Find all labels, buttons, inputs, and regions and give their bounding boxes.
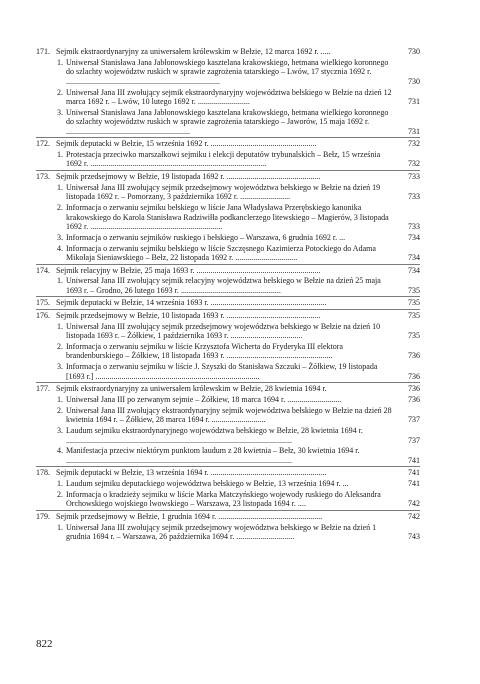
- toc-subentry: [36, 182, 420, 202]
- entry-title: Sejmik przedsejmowy w Bełzie, 10 listopada 1693 r. ...............................................: [56, 310, 321, 320]
- subentry-number: 1.: [57, 276, 63, 286]
- entry-page-number: 734: [408, 232, 420, 242]
- entry-page-number: 737: [408, 415, 420, 425]
- subentry-title: Uniwersał Jana III zwołujący ekstraordynaryjny sejmik województwa bełskiego w Bełzie na dzień 28 kwietnia 1694 r. – Żółkiew, 28 marca 1694 r. ...........................: [66, 405, 392, 425]
- toc-entry: [36, 264, 420, 276]
- subentry-title: Uniwersał Stanisława Jana Jabłonowskiego kasztelana krakowskiego, hetmana wielkiego koronnego do szlachty województw ruskich w sprawie zagrożenia tatarskiego – Jaworów, 15 maja 1692 r. ..............................................................: [66, 107, 389, 136]
- toc-subentry: [36, 490, 420, 510]
- subentry-title: Informacja o zerwaniu sejmików ruskiego i bełskiego – Warszawa, 6 grudnia 1692 r. ...: [66, 232, 346, 242]
- entry-page-number: 734: [408, 253, 420, 263]
- entry-page-number: 735: [408, 298, 420, 308]
- entry-page-number: 731: [408, 97, 420, 107]
- subentry-title: Uniwersał Jana III zwołujący sejmik przedsejmowy województwa bełskiego w Bełzie na dzień 10 listopada 1693 r. – Żółkiew, 1 października 1693 r. ....................................: [66, 321, 381, 340]
- entry-page-number: 732: [408, 139, 420, 149]
- toc-subentry: [36, 203, 420, 233]
- toc-subentry: [36, 321, 420, 341]
- entry-number: 173.: [36, 171, 50, 181]
- entry-title: Sejmik deputacki w Bełzie, 14 września 1693 r. ..........................................................: [56, 298, 327, 308]
- toc-entry: [36, 46, 420, 57]
- entry-number: 179.: [36, 511, 50, 521]
- toc-subentry: [36, 446, 420, 466]
- entry-page-number: 741: [408, 479, 420, 489]
- subentry-number: 1.: [57, 394, 63, 404]
- toc-subentry: [36, 426, 420, 446]
- entry-page-number: 736: [408, 371, 420, 381]
- entry-page-number: 735: [408, 285, 420, 295]
- subentry-title: Uniwersał Stanisława Jana Jabłonowskiego kasztelana krakowskiego, hetmana wielkiego koronnego do szlachty województw ruskich w sprawie zagrożenia tatarskiego – Lwów, 17 stycznia 1692 r. .............................................................................: [66, 57, 389, 86]
- subentry-number: 2.: [57, 203, 63, 213]
- subentry-title: Informacja o zerwaniu sejmiku bełskiego w liście Jana Władysława Przerębskiego kanonika krakowskiego do Karola Stanisława Radziwiłła podkanclerzego litewskiego – Magierów, 3 listopada 1692 r. ..................................................................: [66, 203, 389, 231]
- subentry-title: Uniwersał Jana III zwołujący sejmik ekstraordynaryjny województwa bełskiego w Bełzie na dzień 12 marca 1692 r. – Lwów, 10 lutego 1692 r. ..........................: [66, 87, 392, 107]
- toc-subentry: [36, 362, 420, 382]
- entry-page-number: 743: [408, 532, 420, 542]
- entry-title: Sejmik relacyjny w Bełzie, 25 maja 1693 r. ..............................................................: [56, 265, 321, 275]
- entry-number: 172.: [36, 139, 50, 149]
- entry-page-number: 735: [408, 330, 420, 340]
- toc-entry: [36, 382, 420, 394]
- subentry-title: Informacja o zerwaniu sejmiku bełskiego w liście Szczęsnego Kazimierza Potockiego do Adama Mikołaja Sieniawskiego – Bełz, 22 listopada 1692 r. ...............................: [66, 243, 376, 263]
- entry-page-number: 737: [408, 435, 420, 445]
- subentry-number: 2.: [57, 490, 63, 500]
- toc-subentry: [36, 394, 420, 405]
- toc-subentry: [36, 232, 420, 243]
- entry-page-number: 733: [408, 221, 420, 231]
- entry-page-number: 734: [408, 265, 420, 275]
- subentry-title: Manifestacja przeciw niektórym punktom laudum z 28 kwietnia – Bełz, 30 kwietnia 1694 r. .................................................................................................................: [66, 446, 360, 465]
- subentry-title: Uniwersał Jana III zwołujący sejmik przedsejmowy województwa bełskiego w Bełzie na dzień 1 grudnia 1694 r. – Warszawa, 26 października 1694 r. .............................: [66, 522, 377, 542]
- entry-number: 177.: [36, 384, 50, 393]
- entry-number: 178.: [36, 468, 50, 478]
- subentry-number: 1.: [57, 182, 63, 192]
- entry-title: Sejmik deputacki w Bełzie, 15 września 1692 r. .....................................................: [56, 139, 317, 149]
- subentry-number: 2.: [57, 341, 63, 351]
- subentry-number: 4.: [57, 446, 63, 456]
- entry-page-number: 742: [408, 511, 420, 521]
- toc-subentry: [36, 276, 420, 296]
- subentry-number: 3.: [57, 426, 63, 436]
- subentry-title: Informacja o zerwaniu sejmiku w liście Krzysztofa Wicherta do Fryderyka III elektora brandenburskiego – Żółkiew, 18 listopada 1693 r. .....................................................: [66, 341, 343, 361]
- entry-number: 176.: [36, 310, 50, 320]
- entry-page-number: 742: [408, 499, 420, 509]
- entry-page-number: 733: [408, 192, 420, 202]
- subentry-title: Protestacja przeciwko marszałkowi sejmiku i elekcji deputatów trybunalskich – Bełz, 15 września 1692 r. ........................................................................................: [66, 150, 381, 169]
- subentry-number: 1.: [57, 321, 63, 331]
- subentry-title: Informacja o zerwaniu sejmiku w liście J. Szyszki do Stanisława Szczuki – Żółkiew, 19 listopada [1693 r.] ..................................................................................: [66, 362, 378, 381]
- subentry-number: 4.: [57, 243, 63, 253]
- entry-title: Sejmik przedsejmowy w Bełzie, 19 listopada 1692 r. ...............................................: [56, 171, 321, 181]
- table-of-contents: [36, 46, 420, 543]
- entry-number: 174.: [36, 265, 50, 275]
- entry-number: 171.: [36, 47, 50, 56]
- toc-entry: [36, 510, 420, 522]
- toc-subentry: [36, 522, 420, 542]
- entry-page-number: 736: [408, 394, 420, 404]
- toc-entry: [36, 309, 420, 321]
- entry-number: 175.: [36, 298, 50, 308]
- toc-entry: [36, 170, 420, 182]
- entry-title: Sejmik przedsejmowy w Bełzie, 1 grudnia 1694 r. ....................................................: [56, 511, 323, 521]
- subentry-number: 2.: [57, 87, 63, 97]
- subentry-number: 3.: [57, 107, 63, 117]
- entry-page-number: 730: [408, 76, 420, 86]
- toc-subentry: [36, 479, 420, 490]
- toc-subentry: [36, 150, 420, 170]
- entry-page-number: 741: [408, 468, 420, 478]
- page-number: 822: [36, 638, 53, 650]
- toc-entry: [36, 137, 420, 149]
- subentry-number: 3.: [57, 362, 63, 372]
- subentry-number: 2.: [57, 405, 63, 415]
- toc-subentry: [36, 57, 420, 87]
- toc-subentry: [36, 405, 420, 425]
- entry-page-number: 731: [408, 126, 420, 136]
- subentry-number: 3.: [57, 232, 63, 242]
- entry-title: Sejmik deputacki w Bełzie, 13 września 1694 r. ..........................................................: [56, 468, 327, 478]
- subentry-title: Uniwersał Jana III po zerwanym sejmie – Żółkiew, 18 marca 1694 r. ...........................: [66, 394, 342, 404]
- subentry-number: 1.: [57, 150, 63, 160]
- entry-page-number: 733: [408, 171, 420, 181]
- subentry-title: Informacja o kradzieży sejmiku w liście Marka Matczyńskiego wojewody ruskiego do Aleksandra Orchowskiego wojskiego lwowskiego – Warszawa, 23 listopada 1694 r. ....: [66, 490, 381, 509]
- subentry-number: 1.: [57, 479, 63, 489]
- toc-subentry: [36, 243, 420, 263]
- toc-subentry: [36, 341, 420, 361]
- entry-page-number: 736: [408, 384, 420, 393]
- entry-page-number: 732: [408, 159, 420, 169]
- subentry-number: 1.: [57, 57, 63, 67]
- toc-entry: [36, 296, 420, 308]
- toc-entry: [36, 466, 420, 478]
- entry-page-number: 735: [408, 310, 420, 320]
- toc-subentry: [36, 107, 420, 137]
- entry-title: Sejmik ekstraordynaryjny za uniwersałem królewskim w Bełzie, 28 kwietnia 1694 r.: [56, 384, 327, 393]
- subentry-title: Laudum sejmiku ekstraordynaryjnego województwa bełskiego w Bełzie, 28 kwietnia 1694 r. .................................................................................................................: [66, 426, 363, 445]
- toc-subentry: [36, 87, 420, 107]
- entry-title: Sejmik ekstraordynaryjny za uniwersałem królewskim w Bełzie, 12 marca 1692 r. .....: [56, 47, 331, 56]
- subentry-title: Uniwersał Jana III zwołujący sejmik relacyjny województwa bełskiego w Bełzie na dzień 25 maja 1693 r. – Grodno, 26 lutego 1693 r. ..................................................: [66, 276, 381, 295]
- entry-page-number: 741: [408, 455, 420, 465]
- subentry-number: 1.: [57, 522, 63, 532]
- entry-page-number: 730: [408, 47, 420, 56]
- entry-page-number: 736: [408, 351, 420, 361]
- subentry-title: Laudum sejmiku deputackiego województwa bełskiego w Bełzie, 13 września 1694 r. ...: [66, 479, 349, 489]
- subentry-title: Uniwersał Jana III zwołujący sejmik przedsejmowy województwa bełskiego w Bełzie na dzień 19 listopada 1692 r. – Pomorzany, 3 października 1692 r. .........................: [66, 182, 381, 202]
